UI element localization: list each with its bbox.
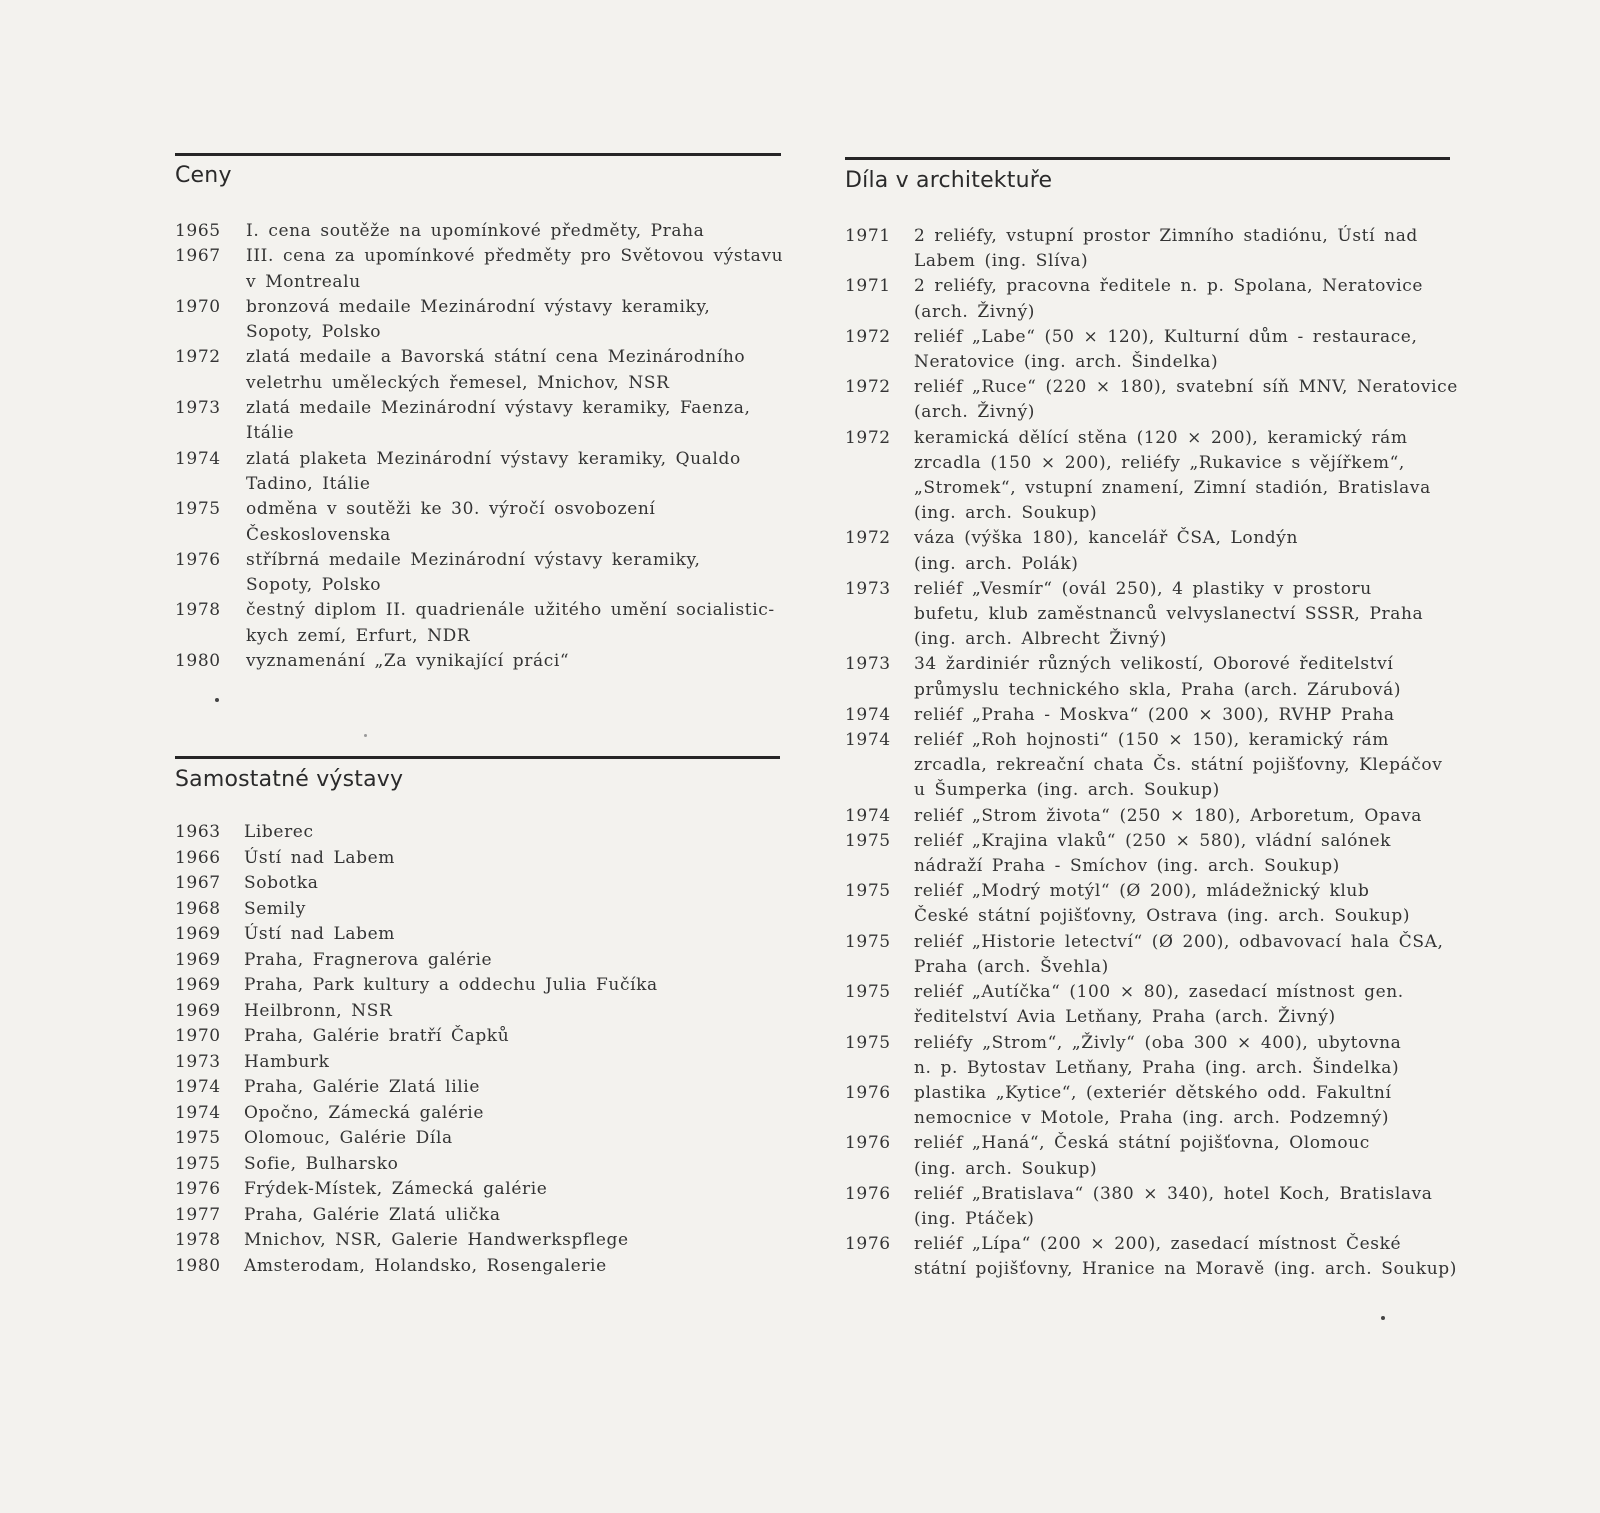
- entry-year: 1965: [175, 221, 221, 241]
- entry-text-line: kych zemí, Erfurt, NDR: [246, 625, 471, 646]
- entry-text-line: Labem (ing. Slíva): [914, 251, 1089, 272]
- entry-place: Opočno, Zámecká galérie: [244, 1102, 484, 1123]
- entry-text-line: zlatá medaile Mezinárodní výstavy keramiky, Faenza,: [246, 398, 751, 419]
- entry-year: 1974: [175, 1102, 221, 1123]
- entry-text-line: státní pojišťovny, Hranice na Moravě (ing. arch. Soukup): [914, 1259, 1457, 1280]
- entry-text-line: (arch. Živný): [914, 301, 1036, 322]
- entry-text-line: Tadino, Itálie: [246, 473, 371, 494]
- architecture-entry: [845, 426, 1458, 527]
- entry-text: [914, 1232, 1457, 1282]
- entry-year: 1976: [845, 1234, 891, 1255]
- entry-text-line: reliéf „Modrý motýl“ (Ø 200), mládežnický klub: [914, 881, 1370, 902]
- exhibition-entry: [175, 973, 658, 999]
- entry-year: 1975: [845, 881, 891, 902]
- entry-place: Praha, Galérie bratří Čapků: [244, 1026, 510, 1046]
- entry-year: 1976: [845, 1133, 891, 1154]
- entry-year: 1976: [175, 1179, 221, 1199]
- entry-text-line: (ing. arch. Polák): [914, 553, 1079, 574]
- entry-year: 1980: [175, 1255, 221, 1276]
- scan-speck: [364, 734, 367, 737]
- entry-place: Frýdek-Místek, Zámecká galérie: [244, 1179, 548, 1199]
- architecture-entry: [845, 804, 1458, 829]
- exhibition-entry: [175, 1024, 658, 1050]
- award-entry: [175, 345, 783, 396]
- entry-year: 1974: [175, 1077, 221, 1097]
- entry-year: 1969: [175, 1000, 221, 1021]
- exhibition-entry: [175, 1228, 658, 1254]
- entry-text: [246, 396, 750, 447]
- entry-text-line: odměna v soutěži ke 30. výročí osvobození: [246, 499, 656, 520]
- entry-year: 1978: [175, 1230, 221, 1250]
- entry-place: Liberec: [244, 822, 314, 842]
- entry-text-line: 2 reliéfy, vstupní prostor Zimního stadiónu, Ústí nad: [914, 226, 1418, 246]
- entry-text-line: veletrhu uměleckých řemesel, Mnichov, NSR: [246, 372, 670, 393]
- entry-place: Semily: [244, 898, 306, 919]
- entry-year: 1969: [175, 924, 221, 944]
- entry-text: [246, 649, 569, 674]
- entry-place: Amsterodam, Holandsko, Rosengalerie: [244, 1255, 607, 1276]
- entry-year: 1975: [845, 982, 891, 1003]
- section-heading-awards: Ceny: [175, 163, 232, 188]
- award-entry: [175, 244, 783, 295]
- architecture-entry: [845, 728, 1458, 804]
- entry-year: 1974: [175, 448, 221, 469]
- section-heading-architecture: Díla v architektuře: [845, 168, 1053, 193]
- entry-year: 1968: [175, 898, 221, 919]
- entry-year: 1975: [175, 1128, 221, 1148]
- architecture-list: [845, 224, 1458, 1283]
- entry-text-line: nádraží Praha - Smíchov (ing. arch. Soukup): [914, 856, 1340, 877]
- entry-text: [914, 426, 1431, 527]
- entry-text: [914, 325, 1417, 375]
- entry-text-line: 2 reliéfy, pracovna ředitele n. p. Spolana, Neratovice: [914, 276, 1424, 297]
- entry-text: [914, 224, 1418, 274]
- award-entry: [175, 598, 783, 649]
- architecture-entry: [845, 526, 1458, 576]
- entry-text-line: reliéf „Labe“ (50 × 120), Kulturní dům - restaurace,: [914, 326, 1418, 347]
- entry-text-line: reliéf „Vesmír“ (ovál 250), 4 plastiky v prostoru: [914, 578, 1372, 599]
- exhibition-entry: [175, 999, 658, 1025]
- architecture-entry: [845, 224, 1458, 274]
- entry-year: 1973: [175, 1051, 221, 1072]
- entry-text-line: zrcadla (150 × 200), reliéfy „Rukavice s vějířkem“,: [914, 452, 1405, 473]
- entry-year: 1975: [175, 499, 221, 520]
- entry-year: 1977: [175, 1204, 221, 1225]
- entry-text: [914, 829, 1391, 879]
- architecture-entry: [845, 274, 1458, 324]
- entry-year: 1976: [175, 549, 221, 570]
- entry-text: [914, 930, 1444, 980]
- entry-year: 1966: [175, 847, 221, 868]
- architecture-entry: [845, 703, 1458, 728]
- entry-text-line: čestný diplom II. quadrienále užitého umění socialistic-: [246, 600, 775, 621]
- entry-text-line: (ing. arch. Albrecht Živný): [914, 629, 1167, 650]
- entry-year: 1971: [845, 276, 891, 297]
- entry-text: [914, 577, 1423, 653]
- entry-text: [914, 1182, 1433, 1232]
- entry-year: 1969: [175, 949, 221, 970]
- award-entry: [175, 219, 783, 244]
- entry-year: 1969: [175, 975, 221, 995]
- entry-year: 1972: [845, 427, 891, 448]
- entry-text-line: reliéf „Bratislava“ (380 × 340), hotel Koch, Bratislava: [914, 1183, 1433, 1204]
- architecture-entry: [845, 1131, 1458, 1181]
- exhibition-entry: [175, 1203, 658, 1229]
- exhibition-entry: [175, 820, 658, 846]
- entry-text-line: zlatá plaketa Mezinárodní výstavy keramiky, Qualdo: [246, 448, 741, 469]
- entry-place: Heilbronn, NSR: [244, 1000, 393, 1021]
- exhibition-entry: [175, 1254, 658, 1280]
- exhibition-entry: [175, 1152, 658, 1178]
- entry-year: 1976: [845, 1082, 891, 1103]
- entry-text-line: zlatá medaile a Bavorská státní cena Mezinárodního: [246, 347, 746, 368]
- entry-text: [246, 345, 745, 396]
- entry-place: Praha, Park kultury a oddechu Julia Fučíka: [244, 975, 658, 995]
- entry-place: Praha, Fragnerova galérie: [244, 949, 493, 970]
- entry-text-line: reliéf „Historie letectví“ (Ø 200), odbavovací hala ČSA,: [914, 931, 1444, 952]
- entry-year: 1973: [845, 654, 891, 675]
- entry-text-line: Neratovice (ing. arch. Šindelka): [914, 352, 1219, 373]
- entry-text: [246, 447, 741, 498]
- entry-text: [246, 497, 655, 548]
- entry-place: Ústí nad Labem: [244, 924, 395, 944]
- entry-year: 1972: [845, 377, 891, 398]
- entry-text-line: (arch. Živný): [914, 402, 1036, 423]
- architecture-entry: [845, 577, 1458, 653]
- entry-year: 1980: [175, 651, 221, 672]
- entry-text-line: bronzová medaile Mezinárodní výstavy keramiky,: [246, 296, 711, 317]
- entry-text-line: vyznamenání „Za vynikající práci“: [246, 651, 570, 672]
- entry-text-line: České státní pojišťovny, Ostrava (ing. arch. Soukup): [914, 906, 1411, 927]
- entry-text-line: keramická dělící stěna (120 × 200), keramický rám: [914, 427, 1408, 448]
- entry-text-line: Sopoty, Polsko: [246, 322, 382, 343]
- entry-text-line: Sopoty, Polsko: [246, 575, 382, 596]
- scan-speck: [1381, 1316, 1385, 1320]
- architecture-entry: [845, 652, 1458, 702]
- entry-text: [914, 652, 1401, 702]
- entry-text: [246, 295, 710, 346]
- entry-text-line: reliéf „Roh hojnosti“ (150 × 150), keramický rám: [914, 730, 1389, 751]
- exhibition-entry: [175, 922, 658, 948]
- entry-text: [914, 728, 1442, 804]
- entry-text-line: reliéf „Krajina vlaků“ (250 × 580), vládní salónek: [914, 830, 1392, 851]
- entry-place: Olomouc, Galérie Díla: [244, 1128, 453, 1148]
- entry-text-line: průmyslu technického skla, Praha (arch. Zárubová): [914, 679, 1402, 700]
- entry-year: 1975: [845, 830, 891, 851]
- entry-text: [914, 1031, 1401, 1081]
- architecture-entry: [845, 1232, 1458, 1282]
- entry-text-line: I. cena soutěže na upomínkové předměty, Praha: [246, 221, 705, 241]
- entry-text: [246, 219, 704, 244]
- entry-year: 1973: [175, 398, 221, 419]
- entry-text: [914, 879, 1410, 929]
- entry-text-line: plastika „Kytice“, (exteriér dětského odd. Fakultní: [914, 1082, 1392, 1103]
- exhibition-entry: [175, 1075, 658, 1101]
- entry-text: [246, 244, 783, 295]
- awards-list: [175, 219, 783, 674]
- entry-year: 1972: [175, 347, 221, 368]
- entry-place: Hamburk: [244, 1051, 330, 1072]
- entry-text-line: u Šumperka (ing. arch. Soukup): [914, 780, 1220, 801]
- entry-text: [246, 598, 775, 649]
- entry-year: 1972: [845, 326, 891, 347]
- exhibition-entry: [175, 846, 658, 872]
- entry-year: 1974: [845, 730, 891, 751]
- entry-year: 1972: [845, 528, 891, 549]
- entry-place: Praha, Galérie Zlatá lilie: [244, 1077, 480, 1097]
- entry-year: 1970: [175, 1026, 221, 1046]
- entry-year: 1967: [175, 873, 221, 893]
- section-rule: [175, 756, 780, 759]
- award-entry: [175, 497, 783, 548]
- entry-text-line: bufetu, klub zaměstnanců velvyslanectví SSSR, Praha: [914, 604, 1424, 625]
- award-entry: [175, 396, 783, 447]
- entry-text: [914, 703, 1395, 728]
- entry-text-line: reliéf „Lípa“ (200 × 200), zasedací místnost České: [914, 1234, 1402, 1255]
- entry-text-line: reliéfy „Strom“, „Živly“ (oba 300 × 400), ubytovna: [914, 1032, 1402, 1053]
- exhibition-entry: [175, 871, 658, 897]
- entry-place: Sofie, Bulharsko: [244, 1153, 399, 1174]
- entry-text: [914, 375, 1458, 425]
- scan-speck: [215, 698, 219, 702]
- entry-year: 1973: [845, 578, 891, 599]
- entry-place: Praha, Galérie Zlatá ulička: [244, 1204, 501, 1225]
- section-rule: [175, 153, 781, 156]
- entry-text-line: reliéf „Strom života“ (250 × 180), Arboretum, Opava: [914, 805, 1423, 826]
- entry-year: 1975: [175, 1153, 221, 1174]
- exhibition-entry: [175, 1101, 658, 1127]
- entry-text: [246, 548, 700, 599]
- entry-text-line: reliéf „Ruce“ (220 × 180), svatební síň MNV, Neratovice: [914, 377, 1458, 398]
- entry-text-line: Praha (arch. Švehla): [914, 956, 1109, 977]
- entry-year: 1963: [175, 822, 221, 842]
- entry-year: 1975: [845, 1032, 891, 1053]
- architecture-entry: [845, 879, 1458, 929]
- entry-year: 1970: [175, 296, 221, 317]
- award-entry: [175, 295, 783, 346]
- entry-text: [914, 274, 1423, 324]
- entry-year: 1974: [845, 704, 891, 725]
- entry-text-line: reliéf „Autíčka“ (100 × 80), zasedací místnost gen.: [914, 982, 1404, 1003]
- entry-year: 1976: [845, 1183, 891, 1204]
- entry-year: 1978: [175, 600, 221, 621]
- entry-text-line: ředitelství Avia Letňany, Praha (arch. Živný): [914, 1007, 1336, 1028]
- entry-text-line: nemocnice v Motole, Praha (ing. arch. Podzemný): [914, 1108, 1390, 1129]
- architecture-entry: [845, 1182, 1458, 1232]
- architecture-entry: [845, 325, 1458, 375]
- architecture-entry: [845, 980, 1458, 1030]
- exhibition-entry: [175, 897, 658, 923]
- exhibitions-list: [175, 820, 658, 1279]
- exhibition-entry: [175, 1177, 658, 1203]
- award-entry: [175, 649, 783, 674]
- entry-year: 1967: [175, 246, 221, 267]
- entry-text-line: 34 žardiniér různých velikostí, Oborové ředitelství: [914, 654, 1394, 675]
- entry-text-line: „Stromek“, vstupní znamení, Zimní stadión, Bratislava: [914, 478, 1431, 499]
- entry-text-line: zrcadla, rekreační chata Čs. státní pojišťovny, Klepáčov: [914, 755, 1443, 776]
- entry-text-line: III. cena za upomínkové předměty pro Světovou výstavu: [246, 246, 784, 267]
- entry-year: 1975: [845, 931, 891, 952]
- entry-text-line: (ing. Ptáček): [914, 1208, 1035, 1229]
- entry-text-line: Itálie: [246, 423, 295, 444]
- entry-text-line: (ing. arch. Soukup): [914, 1158, 1098, 1179]
- exhibition-entry: [175, 948, 658, 974]
- entry-text-line: váza (výška 180), kancelář ČSA, Londýn: [914, 528, 1299, 549]
- entry-text: [914, 1081, 1392, 1131]
- exhibition-entry: [175, 1050, 658, 1076]
- entry-year: 1971: [845, 226, 891, 246]
- entry-text-line: reliéf „Praha - Moskva“ (200 × 300), RVHP Praha: [914, 704, 1395, 725]
- architecture-entry: [845, 1031, 1458, 1081]
- entry-text: [914, 980, 1404, 1030]
- architecture-entry: [845, 829, 1458, 879]
- architecture-entry: [845, 1081, 1458, 1131]
- entry-text-line: reliéf „Haná“, Česká státní pojišťovna, Olomouc: [914, 1133, 1370, 1154]
- entry-text-line: stříbrná medaile Mezinárodní výstavy keramiky,: [246, 549, 701, 570]
- entry-text: [914, 804, 1422, 829]
- exhibition-entry: [175, 1126, 658, 1152]
- section-heading-exhibitions: Samostatné výstavy: [175, 767, 404, 792]
- entry-text-line: Československa: [246, 524, 391, 545]
- architecture-entry: [845, 375, 1458, 425]
- entry-year: 1974: [845, 805, 891, 826]
- award-entry: [175, 447, 783, 498]
- architecture-entry: [845, 930, 1458, 980]
- entry-text-line: n. p. Bytostav Letňany, Praha (ing. arch. Šindelka): [914, 1057, 1400, 1078]
- entry-text-line: (ing. arch. Soukup): [914, 503, 1098, 524]
- entry-place: Mnichov, NSR, Galerie Handwerkspflege: [244, 1230, 629, 1250]
- entry-place: Sobotka: [244, 873, 319, 893]
- entry-place: Ústí nad Labem: [244, 847, 395, 868]
- award-entry: [175, 548, 783, 599]
- entry-text: [914, 1131, 1370, 1181]
- section-rule: [845, 157, 1450, 160]
- entry-text: [914, 526, 1298, 576]
- entry-text-line: v Montrealu: [246, 271, 361, 292]
